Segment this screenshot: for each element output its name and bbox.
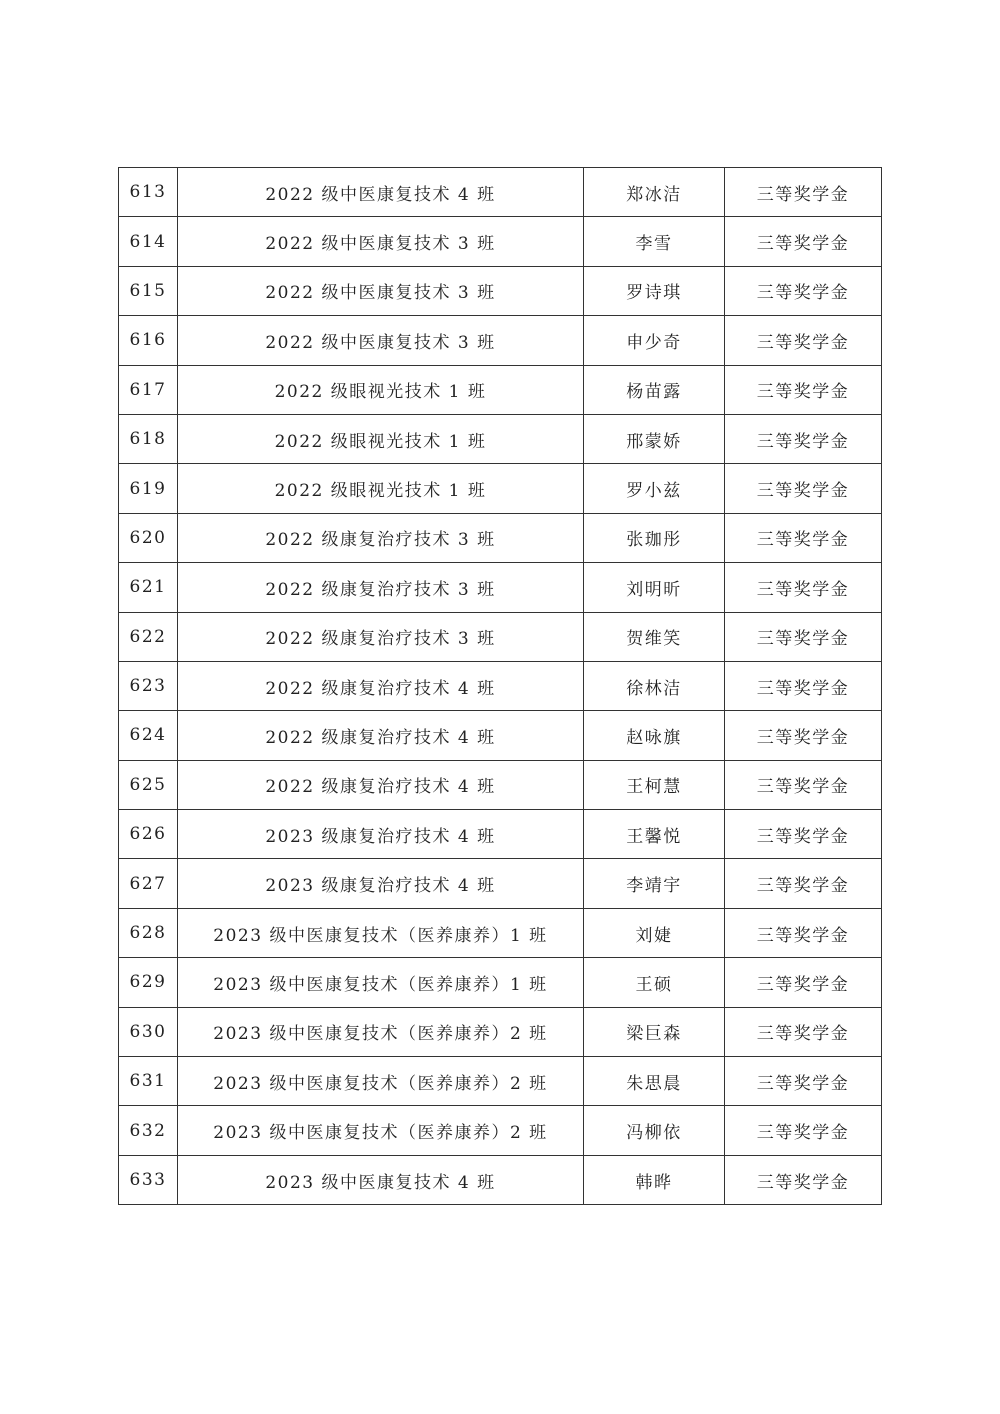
class-name-cell: 2023 级中医康复技术（医养康养）2 班 [178,1057,584,1106]
student-name-cell: 罗诗琪 [584,266,725,315]
student-name-cell: 张珈彤 [584,513,725,562]
row-number-cell: 632 [119,1106,178,1155]
class-name-cell: 2022 级眼视光技术 1 班 [178,414,584,463]
class-name-cell: 2022 级康复治疗技术 4 班 [178,661,584,710]
row-number-cell: 615 [119,266,178,315]
student-name-cell: 冯柳依 [584,1106,725,1155]
row-number-cell: 629 [119,958,178,1007]
student-name-cell: 郑冰洁 [584,168,725,217]
award-cell: 三等奖学金 [725,513,882,562]
student-name-cell: 刘明昕 [584,563,725,612]
table-row [119,266,882,315]
student-name-cell: 梁巨森 [584,1007,725,1056]
row-number-cell: 633 [119,1155,178,1204]
row-number-cell: 630 [119,1007,178,1056]
row-number-cell: 614 [119,217,178,266]
award-cell: 三等奖学金 [725,760,882,809]
award-cell: 三等奖学金 [725,810,882,859]
award-cell: 三等奖学金 [725,316,882,365]
class-name-cell: 2022 级康复治疗技术 4 班 [178,711,584,760]
table-row [119,464,882,513]
table-row [119,563,882,612]
class-name-cell: 2022 级康复治疗技术 3 班 [178,563,584,612]
class-name-cell: 2023 级中医康复技术（医养康养）2 班 [178,1106,584,1155]
award-cell: 三等奖学金 [725,1106,882,1155]
student-name-cell: 李雪 [584,217,725,266]
table-row [119,711,882,760]
row-number-cell: 624 [119,711,178,760]
row-number-cell: 623 [119,661,178,710]
row-number-cell: 627 [119,859,178,908]
table-row [119,612,882,661]
class-name-cell: 2022 级中医康复技术 3 班 [178,316,584,365]
student-name-cell: 徐林洁 [584,661,725,710]
row-number-cell: 613 [119,168,178,217]
table-row [119,513,882,562]
table-body [119,168,882,1205]
student-name-cell: 王馨悦 [584,810,725,859]
table-row [119,661,882,710]
class-name-cell: 2022 级中医康复技术 3 班 [178,266,584,315]
table-row [119,365,882,414]
award-cell: 三等奖学金 [725,168,882,217]
class-name-cell: 2022 级中医康复技术 4 班 [178,168,584,217]
row-number-cell: 620 [119,513,178,562]
class-name-cell: 2023 级中医康复技术（医养康养）1 班 [178,958,584,1007]
table-row [119,168,882,217]
row-number-cell: 631 [119,1057,178,1106]
table-row [119,859,882,908]
class-name-cell: 2022 级康复治疗技术 4 班 [178,760,584,809]
student-name-cell: 申少奇 [584,316,725,365]
award-cell: 三等奖学金 [725,266,882,315]
row-number-cell: 618 [119,414,178,463]
student-name-cell: 韩晔 [584,1155,725,1204]
award-cell: 三等奖学金 [725,1007,882,1056]
award-cell: 三等奖学金 [725,365,882,414]
class-name-cell: 2023 级中医康复技术（医养康养）2 班 [178,1007,584,1056]
award-cell: 三等奖学金 [725,958,882,1007]
student-name-cell: 刘婕 [584,908,725,957]
award-cell: 三等奖学金 [725,217,882,266]
class-name-cell: 2022 级康复治疗技术 3 班 [178,513,584,562]
student-name-cell: 王硕 [584,958,725,1007]
row-number-cell: 626 [119,810,178,859]
table-row [119,810,882,859]
table-row [119,1057,882,1106]
award-cell: 三等奖学金 [725,859,882,908]
class-name-cell: 2022 级康复治疗技术 3 班 [178,612,584,661]
table-row [119,1155,882,1204]
student-name-cell: 杨苗露 [584,365,725,414]
student-name-cell: 李靖宇 [584,859,725,908]
class-name-cell: 2023 级中医康复技术 4 班 [178,1155,584,1204]
award-cell: 三等奖学金 [725,908,882,957]
row-number-cell: 617 [119,365,178,414]
table-row [119,760,882,809]
student-name-cell: 赵咏旗 [584,711,725,760]
row-number-cell: 616 [119,316,178,365]
award-cell: 三等奖学金 [725,711,882,760]
row-number-cell: 619 [119,464,178,513]
row-number-cell: 621 [119,563,178,612]
table-row [119,1007,882,1056]
table-row [119,217,882,266]
table-row [119,316,882,365]
class-name-cell: 2023 级中医康复技术（医养康养）1 班 [178,908,584,957]
award-cell: 三等奖学金 [725,1155,882,1204]
table-row [119,908,882,957]
row-number-cell: 628 [119,908,178,957]
award-cell: 三等奖学金 [725,612,882,661]
award-cell: 三等奖学金 [725,464,882,513]
student-name-cell: 罗小兹 [584,464,725,513]
class-name-cell: 2022 级中医康复技术 3 班 [178,217,584,266]
student-name-cell: 王柯慧 [584,760,725,809]
class-name-cell: 2023 级康复治疗技术 4 班 [178,810,584,859]
award-cell: 三等奖学金 [725,661,882,710]
award-cell: 三等奖学金 [725,414,882,463]
student-name-cell: 贺维笑 [584,612,725,661]
row-number-cell: 622 [119,612,178,661]
class-name-cell: 2023 级康复治疗技术 4 班 [178,859,584,908]
row-number-cell: 625 [119,760,178,809]
student-name-cell: 朱思晨 [584,1057,725,1106]
table-row [119,958,882,1007]
table-row [119,1106,882,1155]
award-cell: 三等奖学金 [725,563,882,612]
student-name-cell: 邢蒙娇 [584,414,725,463]
class-name-cell: 2022 级眼视光技术 1 班 [178,365,584,414]
table-row [119,414,882,463]
class-name-cell: 2022 级眼视光技术 1 班 [178,464,584,513]
award-cell: 三等奖学金 [725,1057,882,1106]
scholarship-table [118,167,882,1205]
